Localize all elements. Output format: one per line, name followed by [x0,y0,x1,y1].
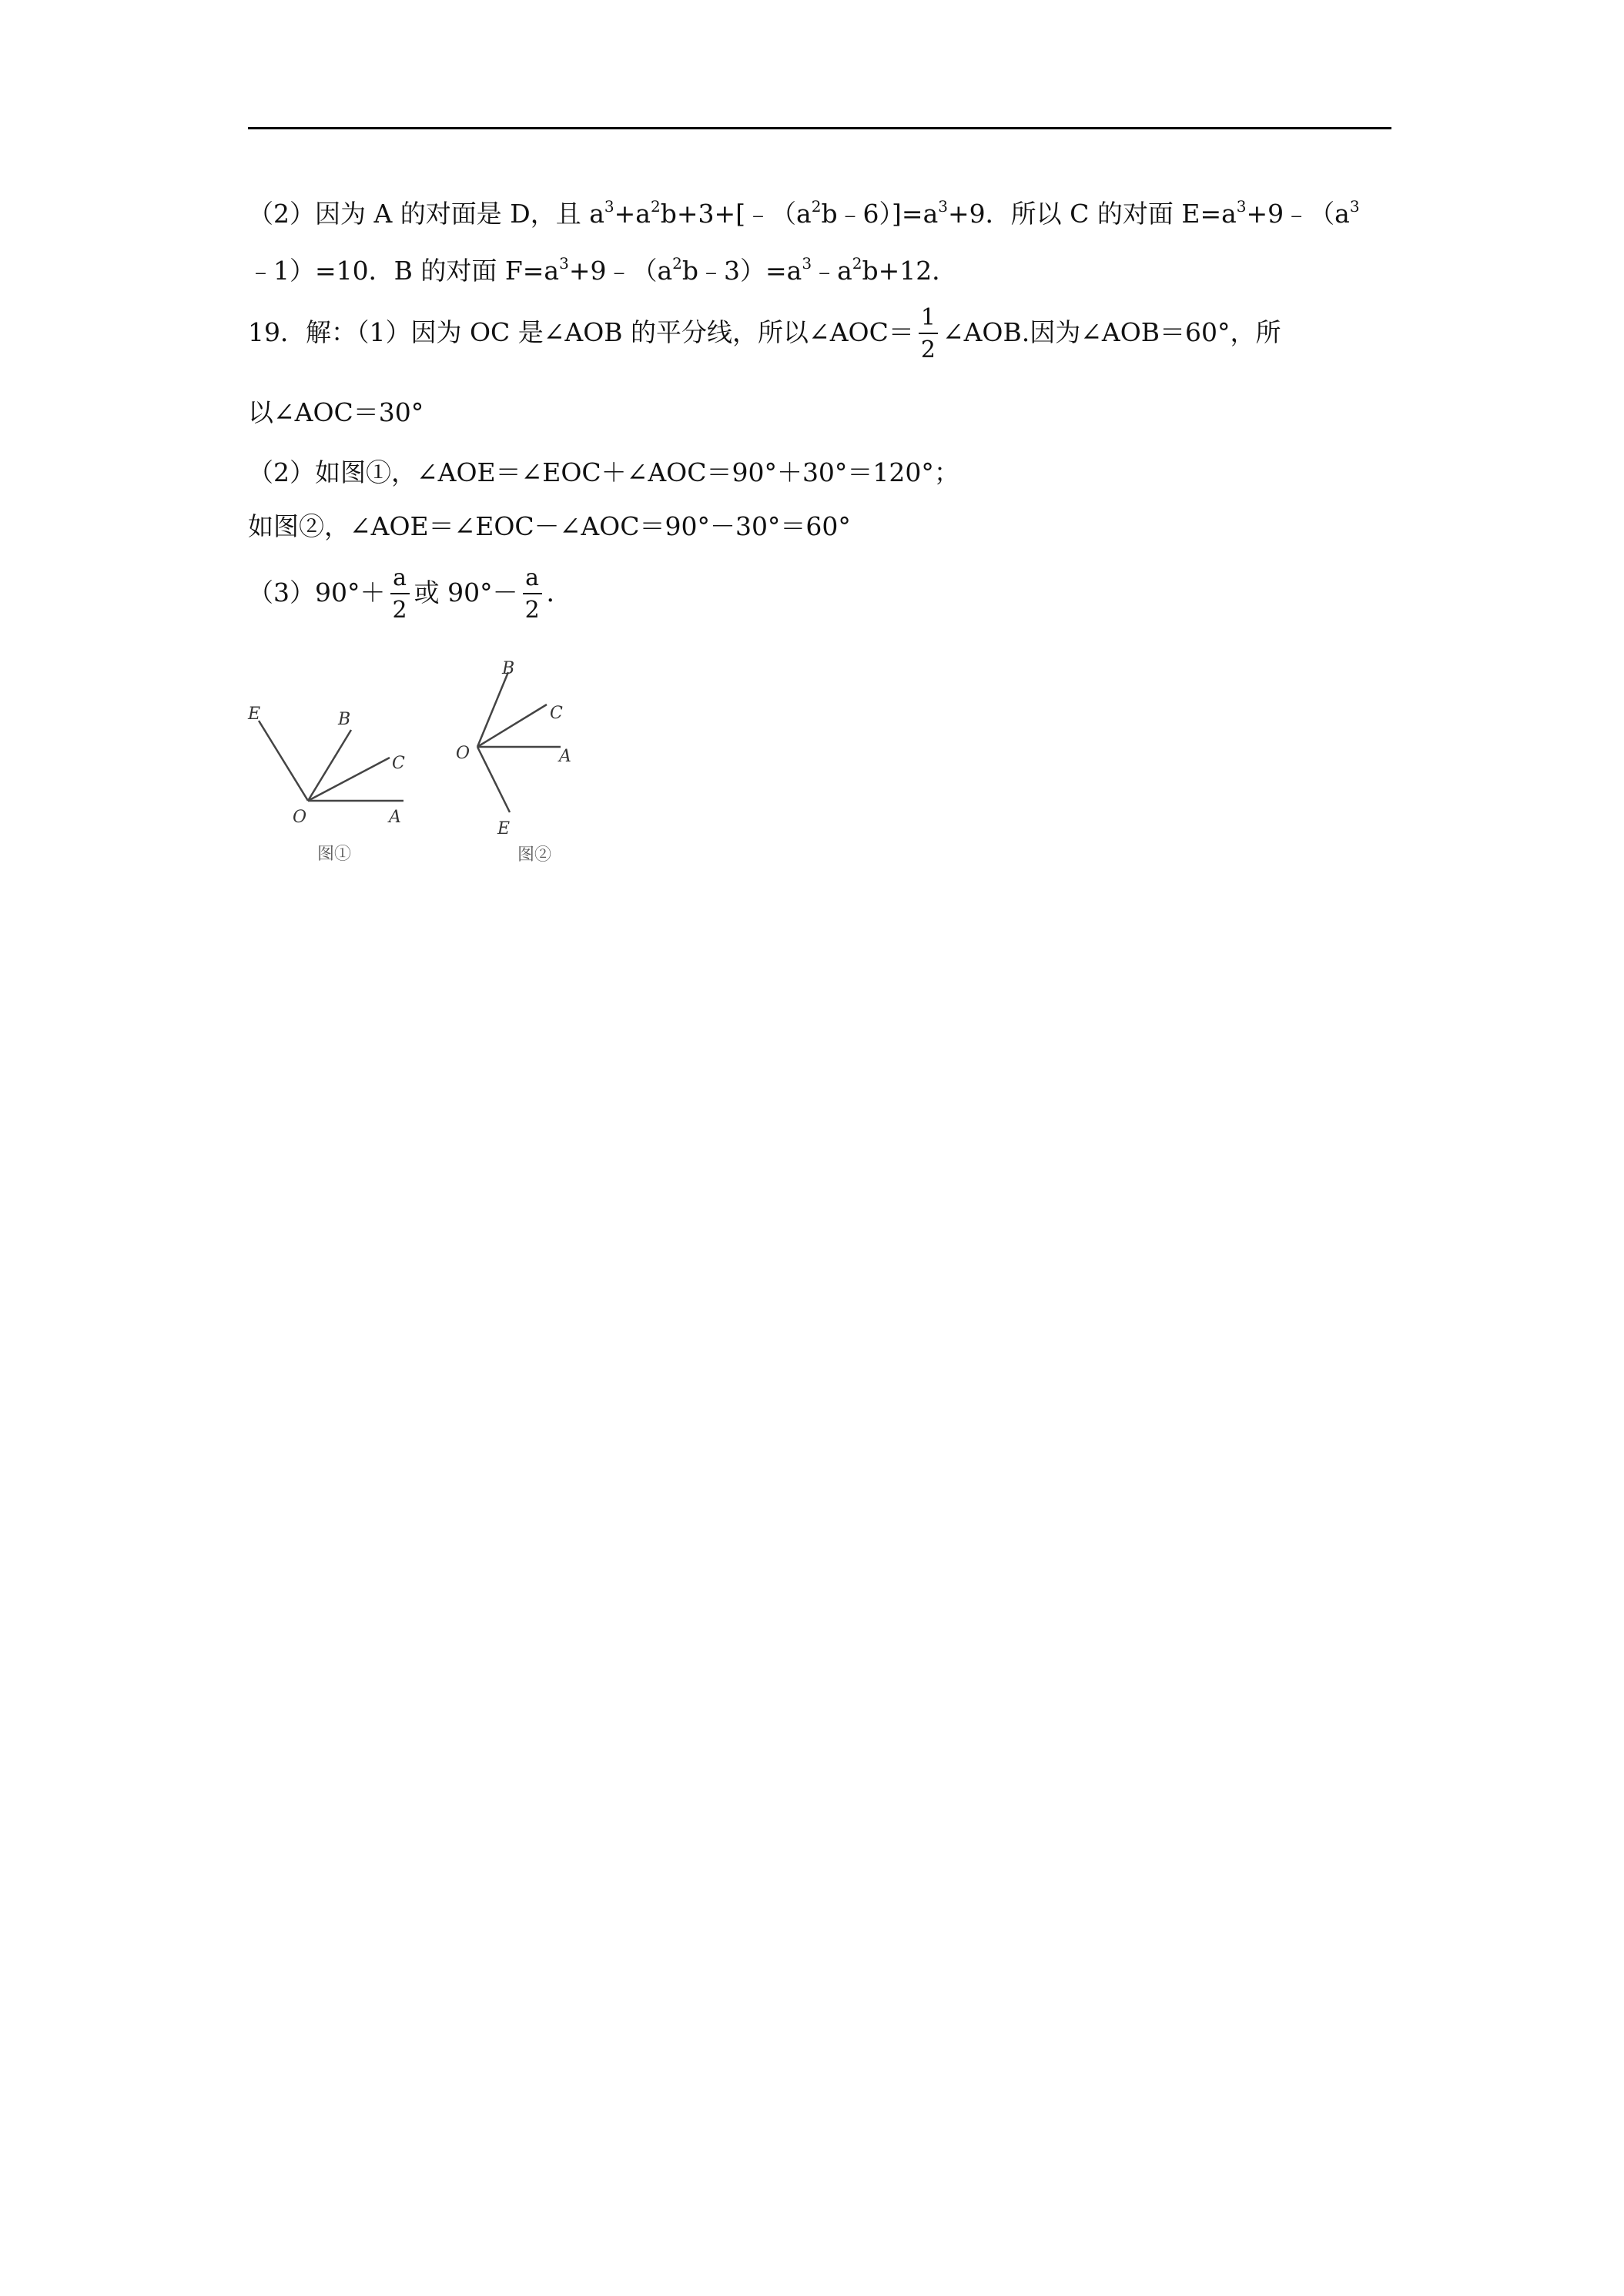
figure-1-diagram [245,693,422,866]
figure-1 [245,693,422,869]
caption-figure-1: 图① [317,845,352,864]
line-2 [248,256,957,286]
fraction-a-over-2 [523,564,542,624]
superscript: 3 [1236,197,1247,216]
line-1 [248,199,1360,229]
denominator: 2 [392,597,407,624]
superscript: 2 [672,254,682,273]
superscript: 3 [938,197,948,216]
label-a: A [389,808,401,827]
label-a: A [559,747,571,766]
superscript: 2 [650,197,661,216]
numerator: a [523,567,542,594]
superscript: 3 [604,197,614,216]
line-5 [248,457,959,488]
superscript: 3 [559,254,569,273]
superscript: 2 [852,254,862,273]
text: +9．所以 C 的对面 E=a [948,199,1237,229]
label-o: O [456,744,470,763]
label-b: B [338,710,351,729]
text: b+12． [862,256,958,286]
text: 如图②，∠AOE＝∠EOC－∠AOC＝90°－30°＝60° [248,511,851,541]
text: +a [614,199,651,229]
line-7 [248,564,572,624]
text: 19．解：（1）因为 OC 是∠AOB 的平分线，所以∠AOC＝ [248,317,914,347]
text: +9﹣（a [1246,199,1350,229]
text: 或 90°－ [414,577,518,607]
label-e: E [248,705,261,724]
text: +9﹣（a [568,256,673,286]
label-b: B [502,659,515,678]
label-c: C [550,704,563,723]
ray-oe [259,721,308,801]
superscript: 3 [1349,197,1360,216]
ray-oc [477,705,547,747]
line-6 [248,511,851,542]
line-4 [248,397,424,428]
text: （3）90°＋ [248,577,386,607]
denominator: 2 [524,597,540,624]
fraction-half [919,306,938,362]
text: ． [546,577,572,607]
figure-2-diagram [447,651,585,866]
fraction-a-over-2 [390,564,410,624]
label-c: C [392,754,405,773]
numerator: a [390,567,410,594]
superscript: 2 [811,197,822,216]
numerator: 1 [919,306,938,334]
text: （2）如图①，∠AOE＝∠EOC＋∠AOC＝90°＋30°＝120°； [248,457,959,487]
figure-2 [447,651,585,869]
text: 以∠AOC＝30° [248,397,424,427]
label-o: O [293,808,307,827]
header-rule [248,127,1391,129]
text: ﹣1）=10．B 的对面 F=a [248,256,560,286]
superscript: 3 [802,254,812,273]
text: b﹣3）=a [681,256,802,286]
ray-oe [477,747,510,812]
label-e: E [497,819,511,838]
denominator: 2 [920,336,936,363]
text: ﹣a [812,256,852,286]
line-3 [248,306,1281,362]
caption-figure-2: 图② [517,845,552,865]
text: （2）因为 A 的对面是 D，且 a [248,199,604,229]
ray-ob [477,672,508,747]
text: ∠AOB.因为∠AOB＝60°，所 [942,317,1281,347]
text: b﹣6）]=a [821,199,939,229]
text: b+3+[﹣（a [660,199,812,229]
